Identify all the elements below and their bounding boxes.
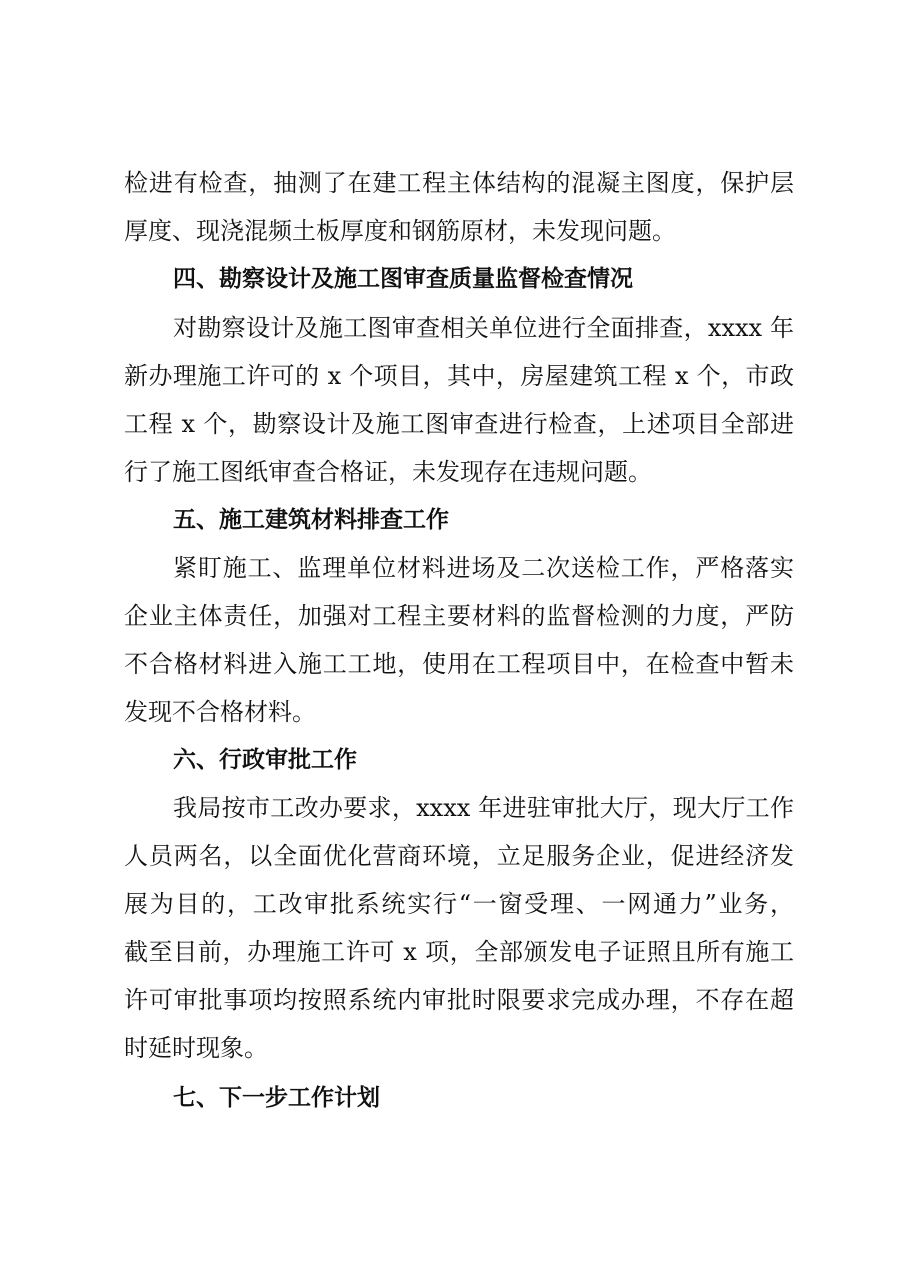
paragraph-line: 行了施工图纸审查合格证，未发现存在违规问题。 bbox=[124, 458, 652, 486]
section-heading: 五、施工建筑材料排查工作 bbox=[173, 507, 449, 533]
paragraph-line: 新办理施工许可的 x 个项目，其中，房屋建筑工程 x 个，市政 bbox=[124, 362, 794, 390]
section-heading: 四、勘察设计及施工图审查质量监督检查情况 bbox=[173, 266, 633, 292]
paragraph-line: 展为目的，工改审批系统实行“一窗受理、一网通力”业务， bbox=[124, 890, 794, 918]
paragraph-line: 许可审批事项均按照系统内审批时限要求完成办理，不存在超 bbox=[124, 986, 794, 1014]
paragraph-line: 对勘察设计及施工图审查相关单位进行全面排查，xxxx 年 bbox=[173, 314, 794, 342]
paragraph-line: 不合格材料进入施工工地，使用在工程项目中，在检查中暂未 bbox=[124, 650, 794, 678]
paragraph-line: 我局按市工改办要求，xxxx 年进驻审批大厅，现大厅工作 bbox=[173, 794, 794, 822]
paragraph-line: 检进有检查，抽测了在建工程主体结构的混凝主图度，保护层 bbox=[124, 169, 794, 197]
section-heading: 七、下一步工作计划 bbox=[173, 1085, 380, 1111]
paragraph-line: 企业主体责任，加强对工程主要材料的监督检测的力度，严防 bbox=[124, 602, 794, 630]
paragraph-line: 发现不合格材料。 bbox=[124, 698, 316, 726]
paragraph-line: 工程 x 个，勘察设计及施工图审查进行检查，上述项目全部进 bbox=[124, 410, 794, 438]
paragraph-line: 时延时现象。 bbox=[124, 1034, 268, 1062]
paragraph-line: 人员两名，以全面优化营商环境，立足服务企业，促进经济发 bbox=[124, 842, 794, 870]
section-heading: 六、行政审批工作 bbox=[173, 747, 357, 773]
paragraph-line: 截至目前，办理施工许可 x 项，全部颁发电子证照且所有施工 bbox=[124, 938, 794, 966]
paragraph-line: 紧盯施工、监理单位材料进场及二次送检工作，严格落实 bbox=[173, 554, 794, 582]
paragraph-line: 厚度、现浇混频土板厚度和钢筋原材，未发现问题。 bbox=[124, 217, 676, 245]
